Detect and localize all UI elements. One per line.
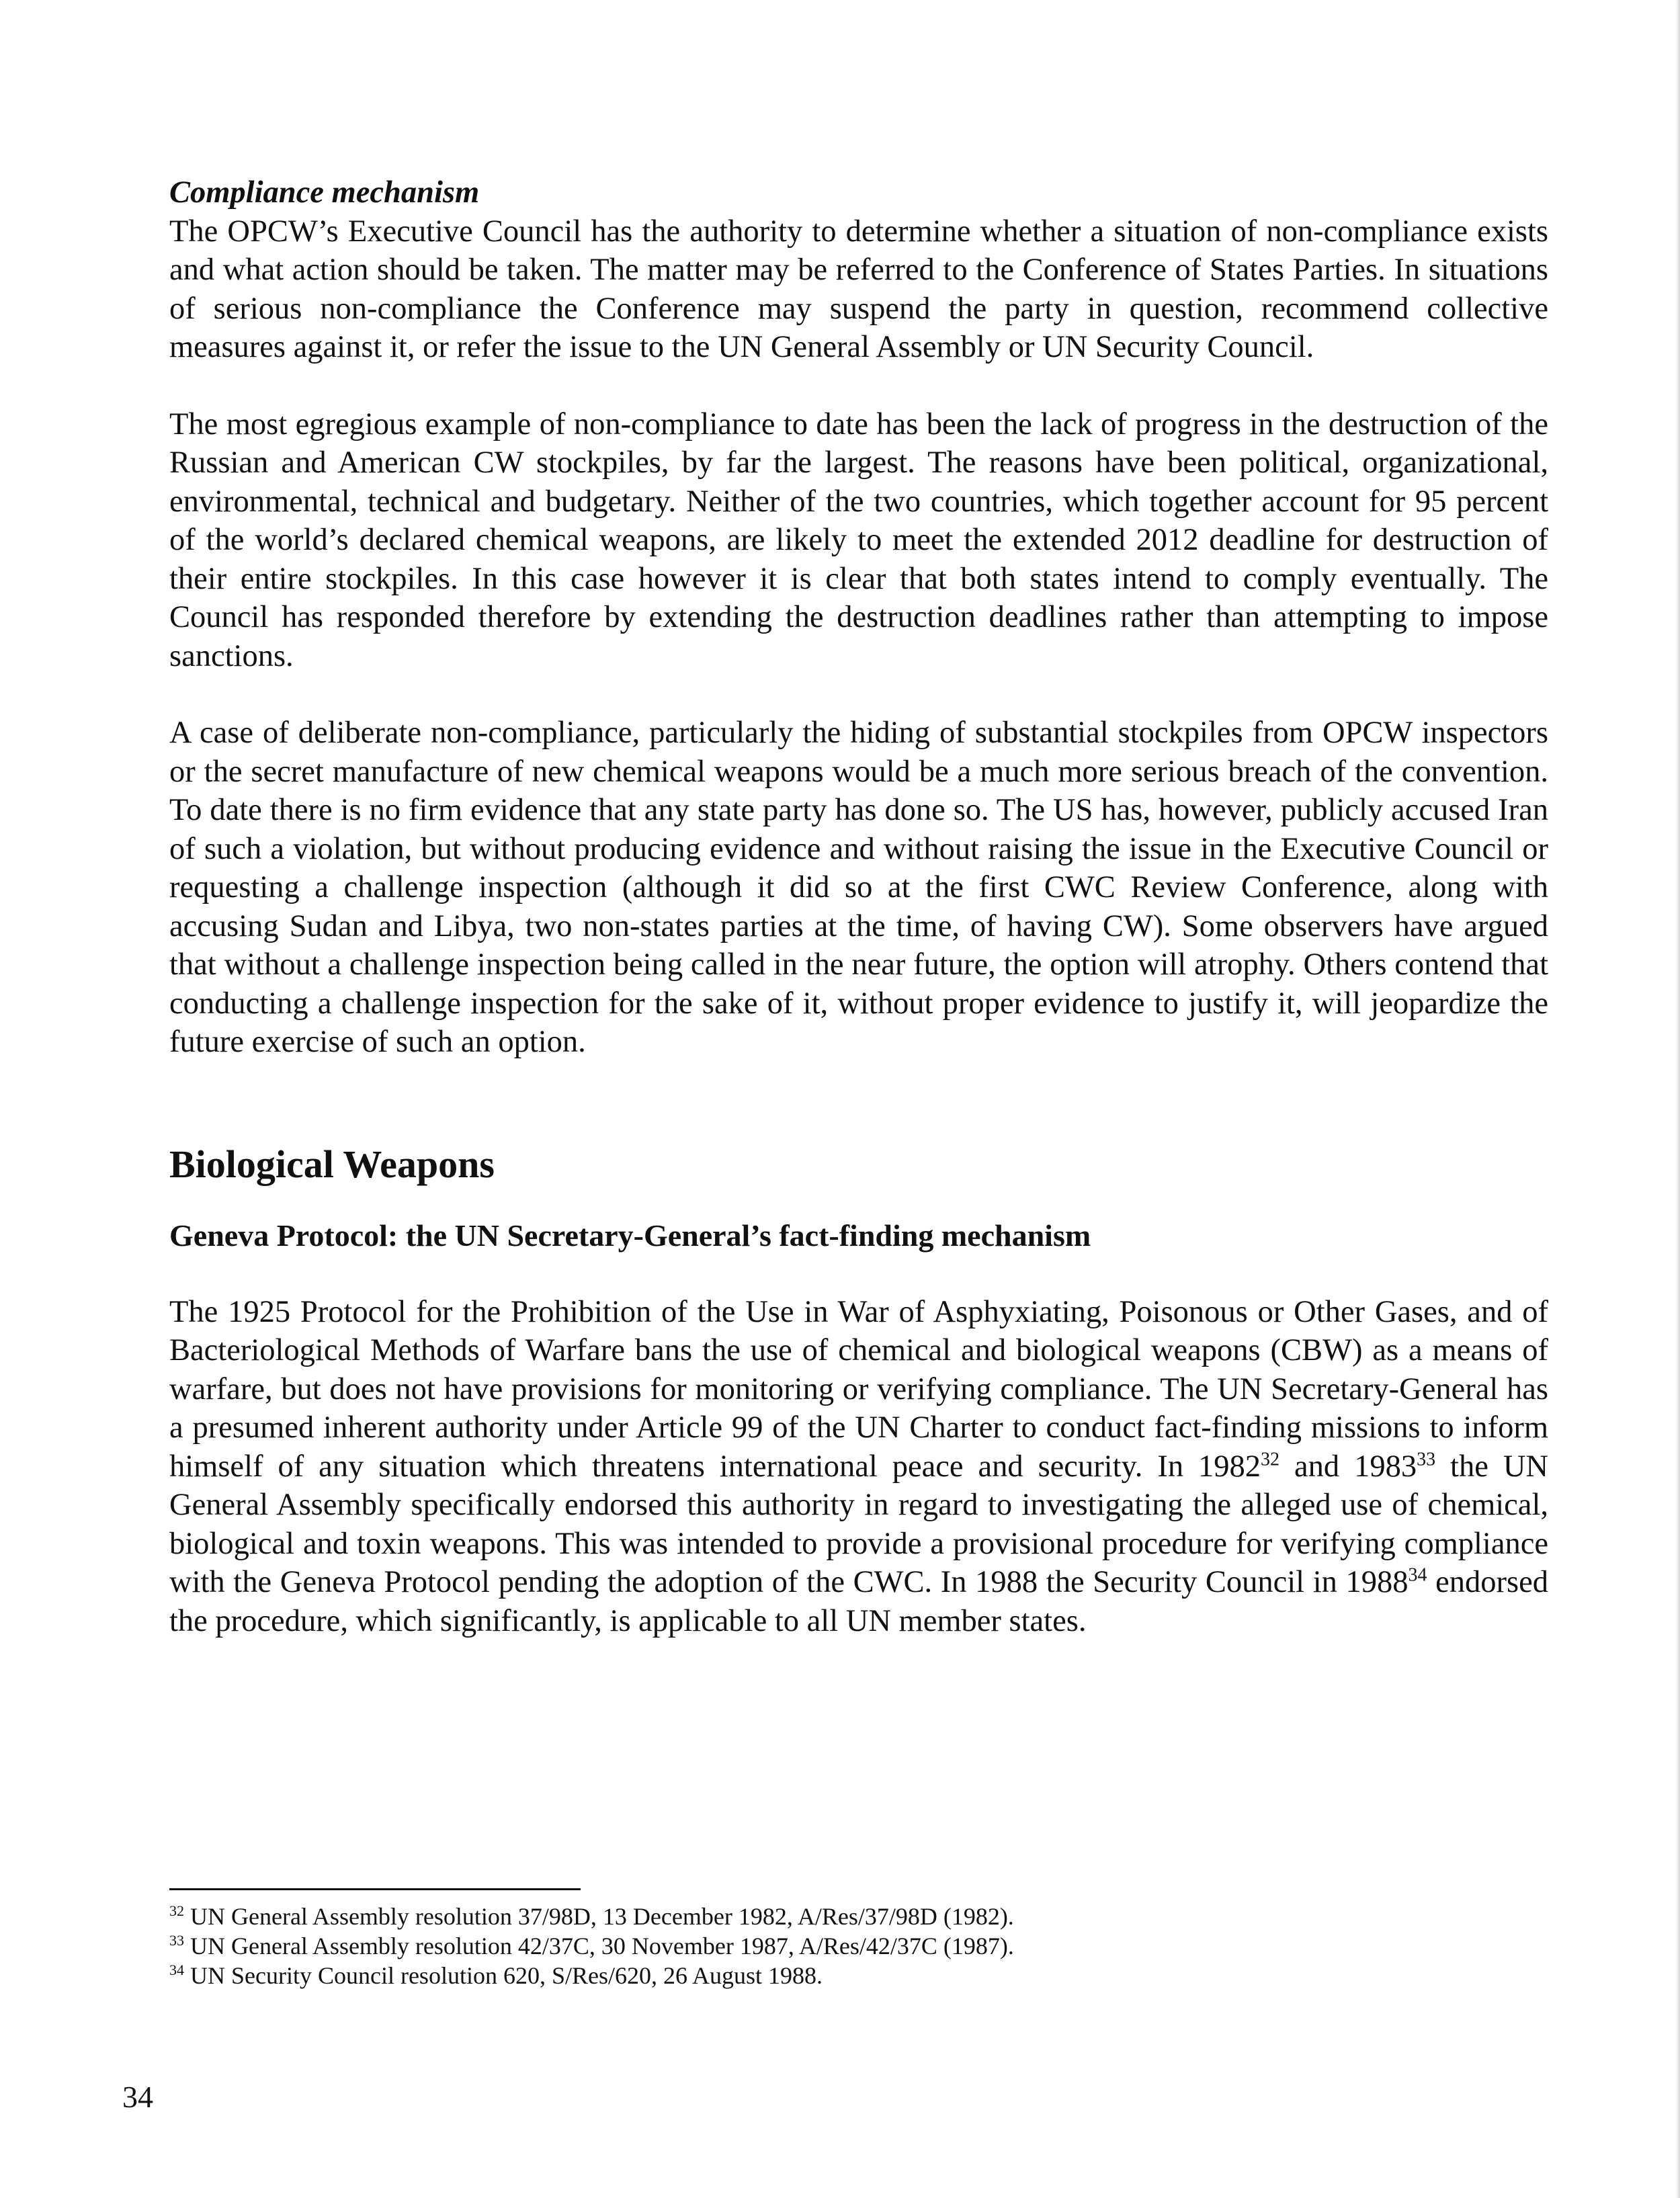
compliance-paragraph-1: The OPCW’s Executive Council has the authority to determine whether a situation of non-compliance exists and what action should be taken. The matter may be referred to the Conference of States Parties. In situations of serious non-compliance the Conference may suspend the party in question, recommend collective measures against it, or refer the issue to the UN General Assembly or UN Security Council. xyxy=(169,214,1548,364)
footnote-ref-34: 34 xyxy=(1408,1564,1427,1586)
footnote-ref-32: 32 xyxy=(1261,1449,1280,1470)
compliance-heading: Compliance mechanism xyxy=(169,175,480,210)
compliance-paragraph-3: A case of deliberate non-compliance, particularly the hiding of substantial stockpiles from OPCW inspectors or the secret manufacture of new chemical weapons would be a much more serious breach of the convention. To date there is no firm evidence that any state party has done so. The US has, however, publicly accused Iran of such a violation, but without producing evidence and without raising the issue in the Executive Council or requesting a challenge inspection (although it did so at the first CWC Review Conference, along with accusing Sudan and Libya, two non-states parties at the time, of having CW). Some observers have argued that without a challenge inspection being called in the near future, the option will atrophy. Others contend that conducting a challenge inspection for the sake of it, without proper evidence to justify it, will jeopardize the future exercise of such an option. xyxy=(169,716,1548,1059)
footnote-34 xyxy=(169,1961,1513,1990)
main-content xyxy=(169,173,1548,1640)
footnote-text: UN General Assembly resolution 42/37C, 30 November 1987, A/Res/42/37C (1987). xyxy=(184,1933,1014,1959)
footnote-ref-33: 33 xyxy=(1417,1449,1436,1470)
scan-edge-shadow xyxy=(1676,0,1680,2198)
footnote-number: 34 xyxy=(169,1961,184,1978)
footnote-number: 33 xyxy=(169,1932,184,1949)
paragraph-text-segment: endorsed the procedure, which significantly, is applicable to all UN member states. xyxy=(169,1565,1548,1638)
paragraph-text-segment: The 1925 Protocol for the Prohibition of the Use in War of Asphyxiating, Poisonous or Other Gases, and of Bacteriological Methods of Warfare bans the use of chemical and biological weapons (CBW) as a means of warfare, but does not have provisions for monitoring or verifying compliance. The UN Secretary-General has a presumed inherent authority under Article 99 of the UN Charter to conduct fact-finding missions to inform himself of any situation which threatens international peace and security. In 1982 xyxy=(169,1294,1548,1484)
footnote-number: 32 xyxy=(169,1902,184,1919)
paragraph-text-segment: the UN General Assembly specifically endorsed this authority in regard to investigating the alleged use of chemical, biological and toxin weapons. This was intended to provide a provisional procedure for verifying compliance with the Geneva Protocol pending the adoption of the CWC. In 1988 the Security Council in 1988 xyxy=(169,1449,1548,1599)
footnote-text: UN Security Council resolution 620, S/Res/620, 26 August 1988. xyxy=(184,1962,823,1989)
footnote-separator xyxy=(169,1888,581,1890)
footnote-text: UN General Assembly resolution 37/98D, 13 December 1982, A/Res/37/98D (1982). xyxy=(184,1903,1014,1930)
geneva-protocol-paragraph xyxy=(169,1293,1548,1641)
footnote-33 xyxy=(169,1931,1513,1961)
footnote-32 xyxy=(169,1902,1513,1931)
page-number: 34 xyxy=(122,2080,153,2114)
paragraph-text-segment: and 1983 xyxy=(1279,1449,1417,1484)
biological-weapons-heading: Biological Weapons xyxy=(169,1142,495,1186)
compliance-paragraph-2: The most egregious example of non-compliance to date has been the lack of progress in the destruction of the Russian and American CW stockpiles, by far the largest. The reasons have been political, organizational, environmental, technical and budgetary. Neither of the two countries, which together account for 95 percent of the world’s declared chemical weapons, are likely to meet the extended 2012 deadline for destruction of their entire stockpiles. In this case however it is clear that both states intend to comply eventually. The Council has responded therefore by extending the destruction deadlines rather than attempting to impose sanctions. xyxy=(169,407,1548,673)
footnotes xyxy=(169,1902,1513,1990)
geneva-protocol-subheading: Geneva Protocol: the UN Secretary-General’s fact-finding mechanism xyxy=(169,1218,1091,1253)
